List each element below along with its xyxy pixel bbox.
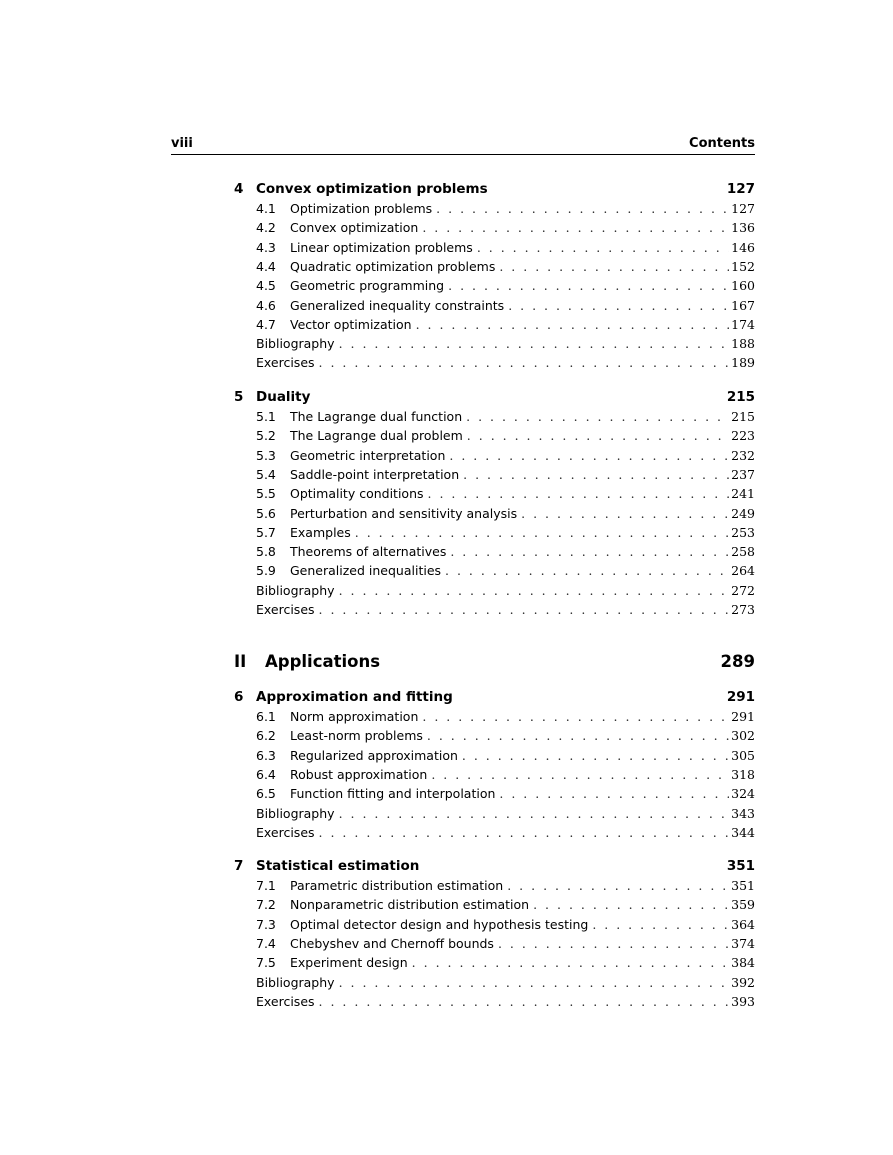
toc-entry xyxy=(256,897,755,916)
section-number: 4.1 xyxy=(256,201,276,216)
toc-entry xyxy=(256,486,755,505)
section-page: 127 xyxy=(731,201,755,216)
part-title: Applications xyxy=(265,652,381,671)
section-page: 152 xyxy=(731,258,755,274)
section-page: 174 xyxy=(731,316,755,332)
dot-leader xyxy=(422,709,729,724)
section-title: Optimization problems xyxy=(290,201,433,216)
section-title: Examples xyxy=(290,524,351,540)
section-page: 146 xyxy=(731,239,755,255)
section-number: 5.6 xyxy=(256,505,276,521)
chapter-title: Convex optimization problems xyxy=(256,181,488,197)
section-title: Optimality conditions xyxy=(290,486,424,502)
section-title: Theorems of alternatives xyxy=(290,544,447,560)
chapter-number: 4 xyxy=(234,181,244,197)
section-number: 4.4 xyxy=(256,258,276,274)
section-page: 305 xyxy=(731,747,755,763)
section-title: Perturbation and sensitivity analysis xyxy=(290,505,518,521)
section-page: 264 xyxy=(731,563,755,579)
toc-entry xyxy=(256,467,755,486)
dot-leader xyxy=(319,602,730,617)
section-page: 272 xyxy=(731,582,755,598)
section-page: 189 xyxy=(731,355,755,371)
section-page: 215 xyxy=(731,409,755,424)
toc-entry xyxy=(256,748,755,767)
section-title: Nonparametric distribution estimation xyxy=(290,897,530,913)
dot-leader xyxy=(427,728,729,743)
section-page: 160 xyxy=(731,278,755,294)
section-page: 324 xyxy=(731,786,755,802)
toc-entry xyxy=(256,975,755,994)
section-title: Function fitting and interpolation xyxy=(290,786,496,802)
dot-leader xyxy=(436,201,729,216)
chapter-page: 291 xyxy=(726,689,755,705)
toc-entry xyxy=(256,602,755,621)
section-title: Experiment design xyxy=(290,955,408,971)
section-page: 167 xyxy=(731,297,755,313)
section-title: Bibliography xyxy=(256,805,335,821)
toc-entry xyxy=(256,767,755,786)
chapter-heading xyxy=(234,181,755,201)
section-title: Vector optimization xyxy=(290,316,412,332)
running-header xyxy=(171,136,755,155)
section-title: Bibliography xyxy=(256,582,335,598)
section-page: 223 xyxy=(731,428,755,444)
dot-leader xyxy=(508,298,729,313)
part-page: 289 xyxy=(720,652,755,671)
section-page: 273 xyxy=(731,602,755,617)
section-page: 343 xyxy=(731,805,755,821)
chapter-title: Statistical estimation xyxy=(256,858,420,874)
part-heading xyxy=(234,652,755,676)
section-number: 5.8 xyxy=(256,544,276,560)
section-number: 6.3 xyxy=(256,747,276,763)
dot-leader xyxy=(319,825,730,840)
chapter-heading xyxy=(234,689,755,709)
part-number: II xyxy=(234,652,247,671)
dot-leader xyxy=(477,240,729,255)
section-title: The Lagrange dual problem xyxy=(290,428,463,444)
section-title: Geometric programming xyxy=(290,278,445,294)
section-number: 5.2 xyxy=(256,428,276,444)
toc-entry xyxy=(256,917,755,936)
section-title: Chebyshev and Chernoff bounds xyxy=(290,935,494,951)
section-title: Generalized inequalities xyxy=(290,563,442,579)
chapter-number: 6 xyxy=(234,689,244,705)
dot-leader xyxy=(592,917,729,932)
section-page: 384 xyxy=(731,955,755,971)
dot-leader xyxy=(339,583,730,598)
toc-entry xyxy=(256,259,755,278)
dot-leader xyxy=(507,878,729,893)
dot-leader xyxy=(499,259,729,274)
toc-entry xyxy=(256,786,755,805)
section-page: 241 xyxy=(731,486,755,502)
section-page: 232 xyxy=(731,447,755,463)
dot-leader xyxy=(428,486,730,501)
toc-entry xyxy=(256,298,755,317)
toc-entry xyxy=(256,994,755,1013)
section-page: 393 xyxy=(731,993,755,1009)
section-title: Regularized approximation xyxy=(290,747,458,763)
section-number: 6.1 xyxy=(256,709,276,724)
toc-entry xyxy=(256,728,755,747)
section-title: Saddle-point interpretation xyxy=(290,466,460,482)
toc-entry xyxy=(256,409,755,428)
section-title: Least-norm problems xyxy=(290,728,423,744)
section-title: Exercises xyxy=(256,355,315,371)
section-title: Quadratic optimization problems xyxy=(290,258,496,274)
section-page: 318 xyxy=(731,766,755,782)
section-page: 359 xyxy=(731,897,755,913)
dot-leader xyxy=(416,317,730,332)
section-number: 5.5 xyxy=(256,486,276,502)
toc-entry xyxy=(256,240,755,259)
dot-leader xyxy=(448,278,729,293)
section-title: Norm approximation xyxy=(290,709,419,724)
toc-entry xyxy=(256,955,755,974)
dot-leader xyxy=(339,806,730,821)
section-title: Exercises xyxy=(256,993,315,1009)
dot-leader xyxy=(355,525,729,540)
dot-leader xyxy=(431,767,729,782)
section-number: 7.1 xyxy=(256,878,276,893)
running-title: Contents xyxy=(689,136,755,151)
section-number: 5.4 xyxy=(256,466,276,482)
section-number: 5.1 xyxy=(256,409,276,424)
toc-entry xyxy=(256,525,755,544)
section-number: 7.4 xyxy=(256,935,276,951)
section-number: 4.6 xyxy=(256,297,276,313)
toc-entry xyxy=(256,355,755,374)
chapter-heading xyxy=(234,389,755,409)
toc-entry xyxy=(256,201,755,220)
toc-entry xyxy=(256,563,755,582)
section-page: 258 xyxy=(731,544,755,560)
section-page: 136 xyxy=(731,220,755,236)
section-number: 4.3 xyxy=(256,239,276,255)
chapter-page: 215 xyxy=(726,389,755,405)
section-title: Optimal detector design and hypothesis testing xyxy=(290,916,589,932)
section-page: 253 xyxy=(731,524,755,540)
dot-leader xyxy=(521,506,729,521)
section-number: 5.3 xyxy=(256,447,276,463)
section-title: Bibliography xyxy=(256,336,335,352)
dot-leader xyxy=(450,544,729,559)
dot-leader xyxy=(466,409,729,424)
section-number: 7.2 xyxy=(256,897,276,913)
section-number: 6.4 xyxy=(256,766,276,782)
section-title: Parametric distribution estimation xyxy=(290,878,504,893)
section-title: Robust approximation xyxy=(290,766,428,782)
dot-leader xyxy=(339,336,730,351)
toc-entry xyxy=(256,806,755,825)
toc-entry xyxy=(256,936,755,955)
section-page: 249 xyxy=(731,505,755,521)
section-number: 6.2 xyxy=(256,728,276,744)
toc-entry xyxy=(256,583,755,602)
dot-leader xyxy=(449,448,729,463)
section-title: Exercises xyxy=(256,602,315,617)
section-title: Convex optimization xyxy=(290,220,419,236)
dot-leader xyxy=(412,955,729,970)
toc-entry xyxy=(256,825,755,844)
section-title: Exercises xyxy=(256,824,315,840)
dot-leader xyxy=(339,975,730,990)
toc-entry xyxy=(256,506,755,525)
section-number: 7.5 xyxy=(256,955,276,971)
toc-entry xyxy=(256,317,755,336)
section-page: 374 xyxy=(731,935,755,951)
dot-leader xyxy=(499,786,729,801)
dot-leader xyxy=(533,897,729,912)
toc-entry xyxy=(256,709,755,728)
section-page: 351 xyxy=(731,878,755,893)
toc-entry xyxy=(256,336,755,355)
section-page: 291 xyxy=(731,709,755,724)
section-number: 5.7 xyxy=(256,524,276,540)
section-page: 302 xyxy=(731,728,755,744)
chapter-number: 5 xyxy=(234,389,244,405)
section-page: 188 xyxy=(731,336,755,352)
section-title: Bibliography xyxy=(256,974,335,990)
section-title: Linear optimization problems xyxy=(290,239,473,255)
chapter-page: 127 xyxy=(726,181,755,197)
toc-entry xyxy=(256,428,755,447)
section-title: The Lagrange dual function xyxy=(290,409,463,424)
chapter-heading xyxy=(234,858,755,878)
section-number: 4.5 xyxy=(256,278,276,294)
section-number: 4.2 xyxy=(256,220,276,236)
section-page: 392 xyxy=(731,974,755,990)
dot-leader xyxy=(467,428,729,443)
section-number: 7.3 xyxy=(256,916,276,932)
chapter-number: 7 xyxy=(234,858,244,874)
chapter-title: Duality xyxy=(256,389,311,405)
toc-entry xyxy=(256,544,755,563)
dot-leader xyxy=(463,467,729,482)
section-number: 4.7 xyxy=(256,316,276,332)
dot-leader xyxy=(319,355,730,370)
dot-leader xyxy=(498,936,729,951)
section-title: Geometric interpretation xyxy=(290,447,446,463)
section-title: Generalized inequality constraints xyxy=(290,297,505,313)
section-number: 6.5 xyxy=(256,786,276,802)
dot-leader xyxy=(422,220,729,235)
page-number: viii xyxy=(171,136,193,151)
toc-entry xyxy=(256,220,755,239)
section-page: 237 xyxy=(731,466,755,482)
toc-entry xyxy=(256,448,755,467)
toc-entry xyxy=(256,878,755,897)
dot-leader xyxy=(462,748,729,763)
dot-leader xyxy=(319,994,730,1009)
chapter-title: Approximation and fitting xyxy=(256,689,453,705)
section-page: 344 xyxy=(731,824,755,840)
section-page: 364 xyxy=(731,916,755,932)
section-number: 5.9 xyxy=(256,563,276,579)
dot-leader xyxy=(445,563,729,578)
toc-entry xyxy=(256,278,755,297)
chapter-page: 351 xyxy=(726,858,755,874)
